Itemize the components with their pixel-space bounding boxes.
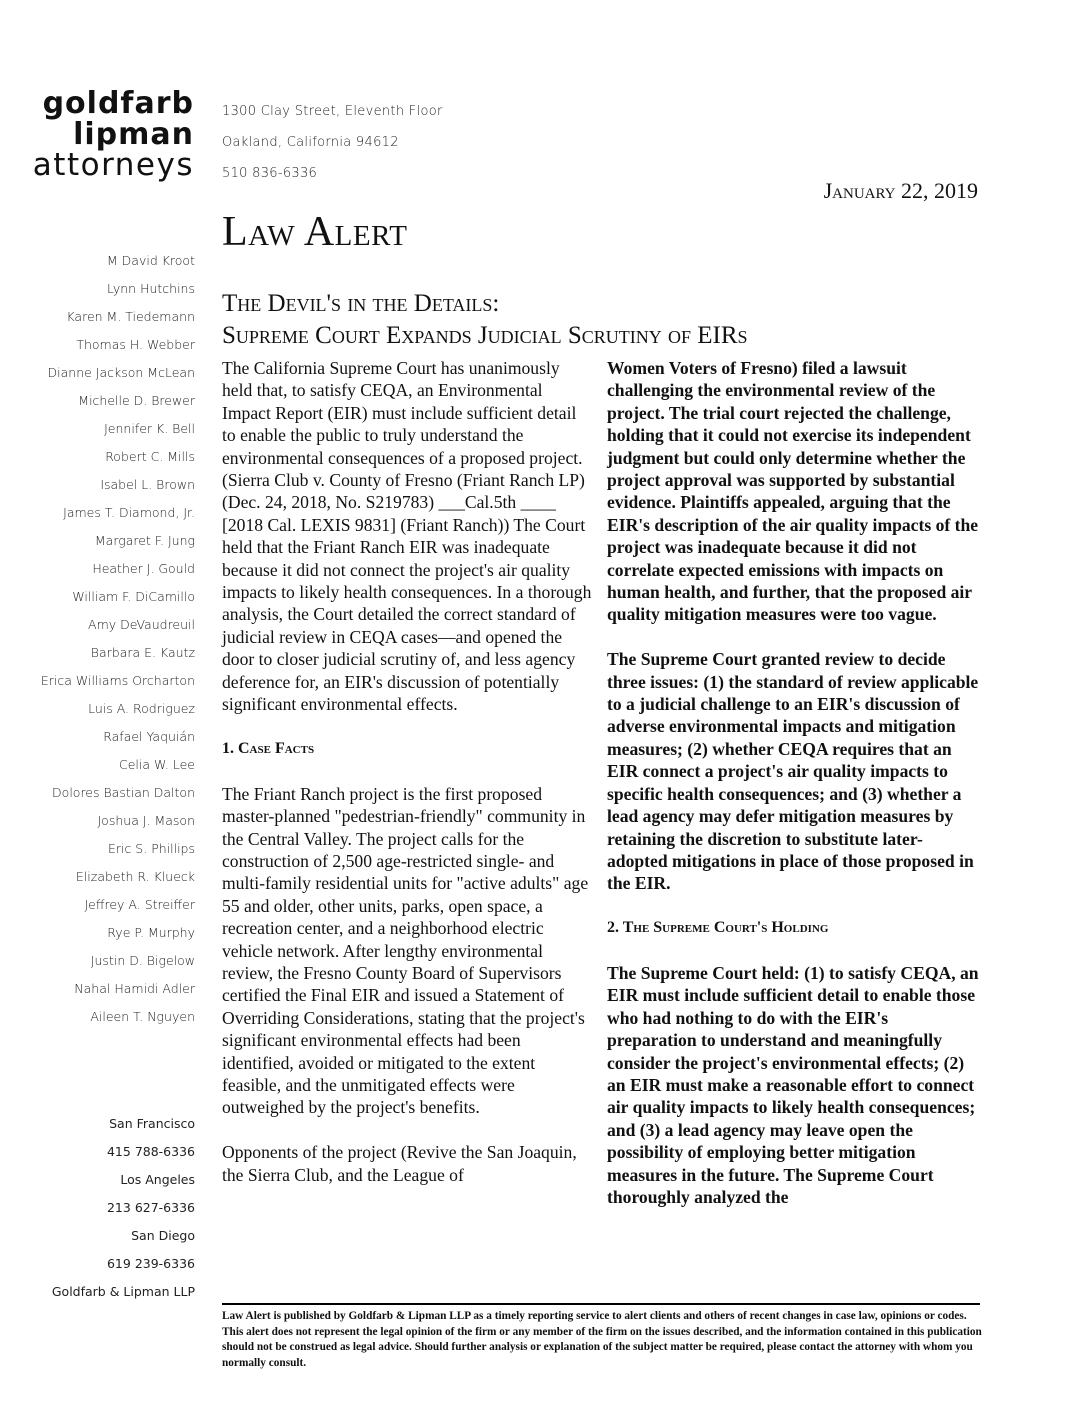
attorney-name: Celia W. Lee — [119, 757, 195, 772]
attorney-name: Dolores Bastian Dalton — [52, 785, 195, 800]
attorney-name: Thomas H. Webber — [76, 337, 195, 352]
attorney-name: Jennifer K. Bell — [104, 421, 195, 436]
logo-line-goldfarb: goldfarb — [42, 86, 194, 121]
attorney-name: Robert C. Mills — [105, 449, 195, 464]
attorney-name: James T. Diamond, Jr. — [63, 505, 195, 520]
intro-paragraph: The California Supreme Court has unanimously held that, to satisfy CEQA, an Environmental Impact Report (EIR) must include sufficient detail to enable the public to truly understand the environmental consequences of a proposed project. (Sierra Club v. County of Fresno (Friant Ranch LP) (Dec. 24, 2018, No. S219783) ___Cal.5th ____ [2018 Cal. LEXIS 9831] (Friant Ranch)) The Court held that the Friant Ranch EIR was inadequate because it did not connect the project's air quality impacts to likely health consequences. In a thorough analysis, the Court detailed the correct standard of judicial review in CEQA cases—and opened the door to closer judicial scrutiny of, and less agency deference for, an EIR's discussion of potentially significant environmental effects. — [222, 358, 592, 715]
attorney-name: Heather J. Gould — [92, 561, 195, 576]
headline-line-2: Supreme Court Expands Judicial Scrutiny of EIRs — [222, 322, 748, 349]
attorney-name: Barbara E. Kautz — [90, 645, 195, 660]
section-heading-holding: 2. The Supreme Court's Holding — [607, 919, 829, 937]
office-city-san-diego: San Diego — [131, 1228, 195, 1243]
attorney-name: Rafael Yaquián — [103, 729, 195, 744]
attorney-name: Michelle D. Brewer — [78, 393, 195, 408]
attorney-name: Joshua J. Mason — [97, 813, 195, 828]
firm-legal-name: Goldfarb & Lipman LLP — [51, 1284, 195, 1299]
attorney-name: Karen M. Tiedemann — [66, 309, 195, 324]
office-city-san-francisco: San Francisco — [109, 1116, 195, 1131]
article-column-left — [222, 357, 592, 1208]
office-city-los-angeles: Los Angeles — [120, 1172, 195, 1187]
footer-disclaimer: Law Alert is published by Goldfarb & Lipman LLP as a timely reporting service to alert clients and others of recent changes in case law, opinions or codes. This alert does not represent the legal opinion of the firm or any member of the firm on the issues described, and the information contained in this publication should not be construed as legal advice. Should further analysis or explanation of the subject matter be required, please contact the attorney with whom you normally consult. — [222, 1310, 982, 1369]
attorney-name: Isabel L. Brown — [100, 477, 195, 492]
attorney-name: Margaret F. Jung — [94, 533, 195, 548]
holding-paragraph-1: The Supreme Court held: (1) to satisfy CEQA, an EIR must include sufficient detail to enable those who had nothing to do with the EIR's preparation to understand and meaningfully consider the project's environmental effects; (2) an EIR must make a reasonable effort to connect air quality impacts to likely health consequences; and (3) a lead agency may leave open the possibility of employing better mitigation measures in the future. The Supreme Court thoroughly analyzed the — [607, 962, 979, 1207]
case-facts-paragraph-2-start: Opponents of the project (Revive the San Joaquin, the Sierra Club, and the League of — [222, 1142, 577, 1185]
attorney-name: Nahal Hamidi Adler — [74, 981, 195, 996]
office-phone-san-francisco: 415 788-6336 — [106, 1144, 195, 1159]
attorney-name: Luis A. Rodriguez — [88, 701, 195, 716]
masthead-title: Law Alert — [222, 209, 408, 255]
attorney-name: M David Kroot — [106, 253, 195, 268]
case-facts-paragraph-1: The Friant Ranch project is the first proposed master-planned "pedestrian-friendly" community in the Central Valley. The project calls for the construction of 2,500 age-restricted single- and multi-family residential units for "active adults" age 55 and older, other units, parks, open space, a recreation center, and a neighborhood electric vehicle network. After lengthy environmental review, the Fresno County Board of Supervisors certified the Final EIR and issued a Statement of Overriding Considerations, stating that the project's significant environmental effects had been identified, avoided or mitigated to the extent feasible, and the unmitigated effects were outweighed by the project's benefits. — [222, 783, 589, 1118]
publication-date: January 22, 2019 — [823, 178, 978, 203]
headline-line-1: The Devil's in the Details: — [222, 290, 500, 317]
article-headline — [222, 288, 748, 352]
address-phone: 510 836-6336 — [222, 166, 318, 181]
section-heading-case-facts: 1. Case Facts — [222, 739, 315, 757]
attorney-name: Rye P. Murphy — [107, 925, 195, 940]
firm-address — [222, 96, 443, 189]
attorney-name: Lynn Hutchins — [107, 281, 195, 296]
attorney-name: Amy DeVaudreuil — [88, 617, 195, 632]
address-street: 1300 Clay Street, Eleventh Floor — [222, 104, 443, 119]
logo-line-attorneys: attorneys — [32, 147, 194, 183]
logo-line-lipman: lipman — [73, 117, 194, 152]
office-phone-san-diego: 619 239-6336 — [106, 1256, 195, 1271]
attorney-name: Aileen T. Nguyen — [90, 1009, 195, 1024]
address-city: Oakland, California 94612 — [222, 135, 399, 150]
attorney-name: Eric S. Phillips — [107, 841, 195, 856]
attorney-name: Elizabeth R. Klueck — [75, 869, 195, 884]
attorney-list — [0, 247, 195, 1031]
attorney-name: Dianne Jackson McLean — [47, 365, 195, 380]
article-column-right — [607, 357, 979, 1231]
office-phone-los-angeles: 213 627-6336 — [106, 1200, 195, 1215]
case-facts-paragraph-3: The Supreme Court granted review to decide three issues: (1) the standard of review applicable to a judicial challenge to an EIR's discussion of adverse environmental impacts and mitigation measures; (2) whether CEQA requires that an EIR connect a project's air quality impacts to specific health consequences; and (3) whether a lead agency may defer mitigation measures by retaining the discretion to substitute later-adopted mitigations in place of those proposed in the EIR. — [607, 649, 979, 894]
attorney-name: Jeffrey A. Streiffer — [84, 897, 195, 912]
footer-divider — [222, 1303, 980, 1305]
attorney-name: William F. DiCamillo — [72, 589, 195, 604]
firm-logo — [30, 88, 194, 181]
office-list — [0, 1110, 195, 1306]
attorney-name: Justin D. Bigelow — [90, 953, 195, 968]
attorney-name: Erica Williams Orcharton — [40, 673, 195, 688]
case-facts-paragraph-2-continued: Women Voters of Fresno) filed a lawsuit challenging the environmental review of the project. The trial court rejected the challenge, holding that it could not exercise its independent judgment but could only determine whether the project approval was supported by substantial evidence. Plaintiffs appealed, arguing that the EIR's description of the air quality impacts of the project was inadequate because it did not correlate expected emissions with impacts on human health, and further, that the proposed air quality mitigation measures were too vague. — [607, 358, 979, 625]
